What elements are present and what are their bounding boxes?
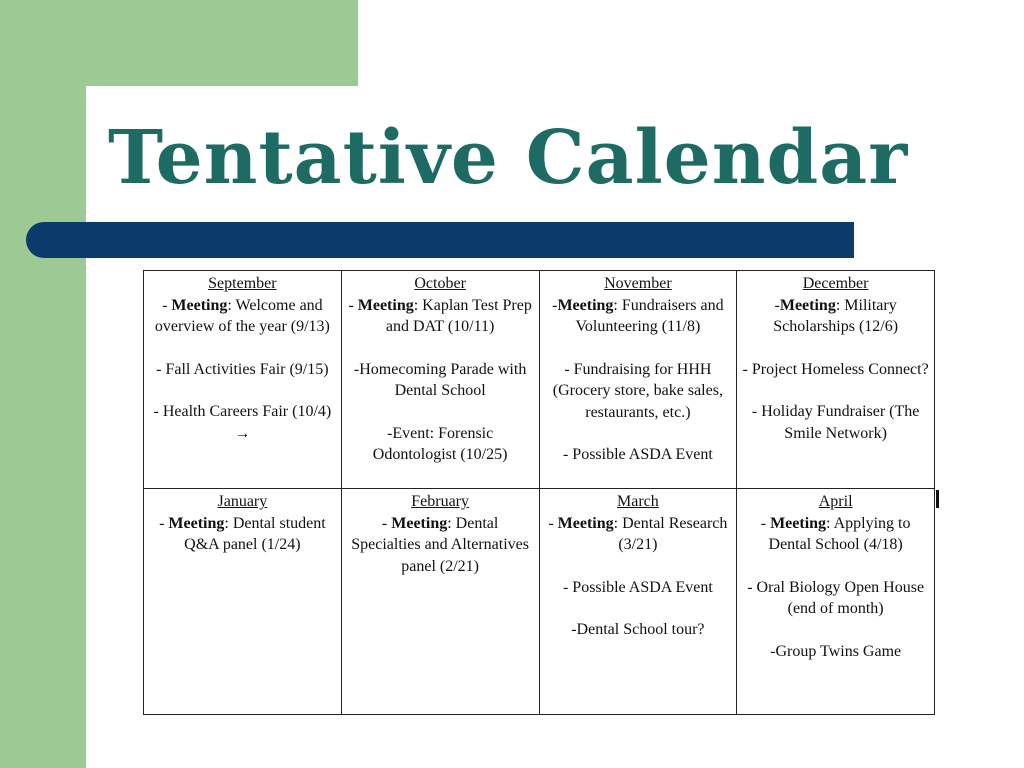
calendar-table (143, 270, 935, 715)
calendar-entry (148, 513, 337, 556)
entry-keyword: Meeting (168, 514, 225, 532)
entry-keyword: Meeting (171, 296, 228, 314)
entry-keyword: Meeting (557, 514, 614, 532)
calendar-entry: -Homecoming Parade with Dental School (353, 360, 527, 399)
calendar-entry (346, 295, 535, 338)
entry-keyword: Meeting (391, 514, 448, 532)
entry-text: : Dental student Q&A panel (1/24) (184, 514, 326, 553)
calendar-entry: - Possible ASDA Event (562, 446, 713, 463)
calendar-row-fall (144, 271, 935, 489)
entry-text: : Dental Research (3/21) (613, 514, 728, 553)
calendar-entry: -Group Twins Game (770, 642, 902, 660)
top-accent (0, 0, 358, 86)
entry-prefix: - (381, 514, 392, 532)
calendar-cell-january (144, 489, 342, 715)
entry-text: : Fundraisers and Volunteering (11/8) (575, 296, 724, 335)
entry-keyword: Meeting (770, 514, 827, 532)
calendar-cell-september (144, 271, 342, 489)
calendar-entry: - Fall Activities Fair (9/15) (156, 360, 329, 378)
entry-prefix: - (552, 296, 558, 314)
month-label: December (802, 275, 869, 292)
calendar-entry: - Project Homeless Connect? (742, 360, 929, 378)
calendar-cell-october (341, 271, 539, 489)
entry-text: : Military Scholarships (12/6) (773, 296, 899, 335)
month-label: February (411, 493, 469, 510)
calendar-entry (544, 295, 733, 338)
month-label: January (217, 493, 268, 510)
text-cursor-mark (936, 490, 939, 508)
calendar-entry (741, 513, 930, 556)
calendar-cell-march (539, 489, 737, 715)
calendar-entry (544, 513, 733, 556)
calendar-entry: -Dental School tour? (571, 621, 705, 638)
calendar-cell-february (341, 489, 539, 715)
entry-text: : Welcome and overview of the year (9/13) (154, 296, 330, 335)
month-label: November (604, 275, 672, 292)
calendar-entry: - Health Careers Fair (10/4) → (153, 403, 332, 442)
calendar-cell-april (737, 489, 935, 715)
slide-title: Tentative Calendar (108, 115, 909, 201)
entry-prefix: - (348, 296, 358, 314)
entry-prefix: - (548, 514, 558, 532)
month-label: March (616, 493, 659, 510)
calendar-entry (148, 295, 337, 338)
entry-text: : Dental Specialties and Alternatives panel (2/21) (351, 514, 529, 575)
side-accent (0, 0, 86, 768)
calendar-entry: - Oral Biology Open House (end of month) (747, 578, 925, 617)
month-label: September (208, 275, 277, 292)
calendar-entry: - Holiday Fundraiser (The Smile Network) (751, 403, 920, 442)
entry-keyword: Meeting (357, 296, 414, 314)
calendar-entry (741, 295, 930, 338)
entry-keyword: Meeting (557, 296, 614, 314)
calendar-cell-december (737, 271, 935, 489)
calendar-entry: - Possible ASDA Event (562, 578, 713, 596)
calendar-cell-november (539, 271, 737, 489)
entry-prefix: - (760, 514, 771, 532)
calendar-entry (346, 513, 535, 578)
calendar-entry: -Event: Forensic Odontologist (10/25) (372, 424, 508, 463)
calendar-entry: - Fundraising for HHH (Grocery store, bake sales, restaurants, etc.) (552, 360, 723, 421)
entry-text: : Kaplan Test Prep and DAT (10/11) (385, 296, 532, 335)
month-label: October (414, 275, 466, 292)
calendar-row-spring (144, 489, 935, 715)
entry-text: : Applying to Dental School (4/18) (768, 514, 911, 553)
entry-prefix: - (162, 296, 172, 314)
entry-prefix: - (774, 296, 780, 314)
entry-keyword: Meeting (779, 296, 836, 314)
entry-prefix: - (159, 514, 169, 532)
title-underline-bar (26, 222, 854, 258)
month-label: April (818, 493, 853, 510)
